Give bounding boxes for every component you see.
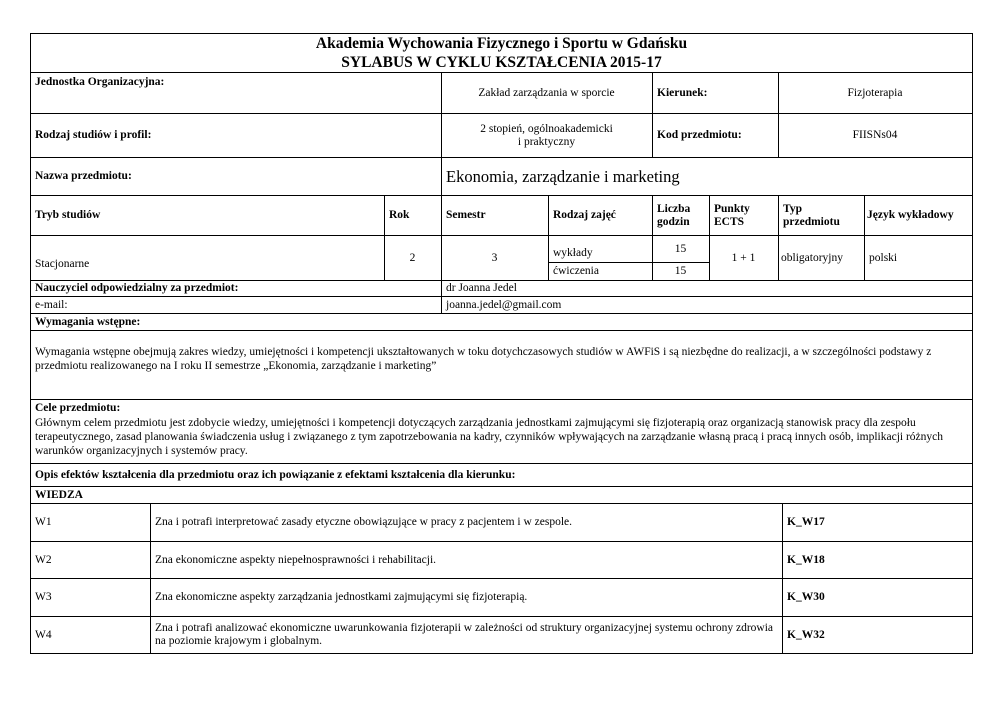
semester-value: 3 (491, 251, 498, 264)
year-header: Rok (389, 209, 410, 221)
language-value: polski (869, 251, 898, 264)
knowledge-section: WIEDZA (35, 488, 83, 501)
study-type-line-1: 2 stopień, ogólnoakademicki (480, 122, 613, 135)
table-border (30, 653, 973, 654)
teacher-value: dr Joanna Jedel (446, 282, 517, 294)
outcome-text: Zna ekonomiczne aspekty niepełnosprawności i rehabilitacji. (155, 553, 437, 566)
course-type-header (778, 196, 864, 235)
prerequisites-text: Wymagania wstępne obejmują zakres wiedzy, umiejętności i kompetencji ukształtowanych w toku dotychczasowych studiów w AWFiS i są niezbędne do realizacji, a w szczególności podstawy z przedmiotu realizowanego na I roku II semestrze „Ekonomia, zarządzanie i marketing” (35, 346, 932, 372)
outcome-text: Zna ekonomiczne aspekty zarządzania jednostkami zajmującymi się fizjoterapią. (155, 591, 528, 603)
year-value: 2 (409, 251, 416, 264)
outcome-reference: K_W32 (787, 628, 825, 641)
prerequisites-label: Wymagania wstępne: (35, 315, 141, 328)
course-name-label: Nazwa przedmiotu: (35, 170, 132, 182)
org-unit-label: Jednostka Organizacyjna: (35, 76, 165, 88)
institution-name: Akademia Wychowania Fizycznego i Sportu w Gdańsku (315, 35, 688, 52)
field-of-study-label: Kierunek: (657, 86, 708, 99)
course-code-label: Kod przedmiotu: (657, 129, 742, 141)
outcome-text: Zna i potrafi interpretować zasady etyczne obowiązujące w pracy z pacjentem i w zespole. (155, 516, 572, 528)
email-link[interactable]: joanna.jedel@gmail.com (446, 298, 562, 311)
hours-header-line-1: Liczba (657, 202, 691, 215)
study-mode-value: Stacjonarne (35, 257, 90, 270)
outcome-reference: K_W17 (787, 516, 825, 528)
course-code-value: FIISNs04 (852, 129, 898, 141)
semester-header: Semestr (446, 209, 486, 221)
class-type-exercises: ćwiczenia (553, 265, 599, 277)
objectives-label: Cele przedmiotu: (35, 401, 121, 414)
syllabus-title: SYLABUS W CYKLU KSZTAŁCENIA 2015-17 (341, 54, 662, 71)
class-type-header: Rodzaj zajęć (553, 209, 616, 221)
outcomes-label: Opis efektów kształcenia dla przedmiotu oraz ich powiązanie z efektami kształcenia dla kierunku: (35, 468, 516, 481)
class-type-lectures: wykłady (553, 246, 593, 259)
course-type-value: obligatoryjny (781, 251, 843, 264)
language-header: Język wykładowy (867, 209, 954, 221)
course-type-header-line-2: przedmiotu (783, 215, 840, 228)
study-mode-header: Tryb studiów (35, 209, 101, 221)
hours-lectures: 15 (674, 242, 687, 255)
outcome-reference: K_W18 (787, 553, 825, 566)
email-label: e-mail: (35, 298, 68, 311)
ects-header (709, 196, 778, 235)
outcome-code: W3 (35, 591, 52, 603)
field-of-study-value: Fizjoterapia (847, 86, 903, 99)
table-border (30, 330, 973, 331)
outcome-code: W2 (35, 553, 52, 566)
ects-value: 1 + 1 (731, 251, 756, 264)
outcome-code: W4 (35, 628, 52, 641)
outcome-code: W1 (35, 516, 52, 528)
ects-header-line-1: Punkty (714, 202, 750, 215)
teacher-label: Nauczyciel odpowiedzialny za przedmiot: (35, 282, 239, 294)
outcome-reference: K_W30 (787, 591, 825, 603)
study-type-label: Rodzaj studiów i profil: (35, 129, 152, 141)
hours-header (652, 196, 709, 235)
outcome-text: Zna i potrafi analizować ekonomiczne uwarunkowania fizjoterapii w zależności od struktury organizacyjnej systemu ochrony zdrowia na poziomie krajowym i globalnym. (155, 622, 774, 647)
study-type-value (441, 114, 652, 157)
course-type-header-line-1: Typ (783, 202, 802, 215)
org-unit-value: Zakład zarządzania w sporcie (478, 86, 615, 99)
objectives-text: Głównym celem przedmiotu jest zdobycie wiedzy, umiejętności i kompetencji dotyczących zarządzania jednostkami zajmującymi się fizjoterapią oraz organizacją stanowisk pracy dla zespołu terapeutycznego, zasad planowania świadczenia usług i związanego z tym zapotrzebowania na kadry, czynników wpływających na zarządzanie własną pracą i pracą innych osób, implikacji różnych warunków organizacyjnych i systemów pracy. (35, 417, 943, 457)
study-type-line-2: i praktyczny (517, 135, 576, 148)
hours-header-line-2: godzin (657, 215, 690, 228)
hours-exercises: 15 (674, 265, 687, 277)
course-name-value: Ekonomia, zarządzanie i marketing (446, 167, 680, 186)
ects-header-line-2: ECTS (714, 215, 745, 228)
